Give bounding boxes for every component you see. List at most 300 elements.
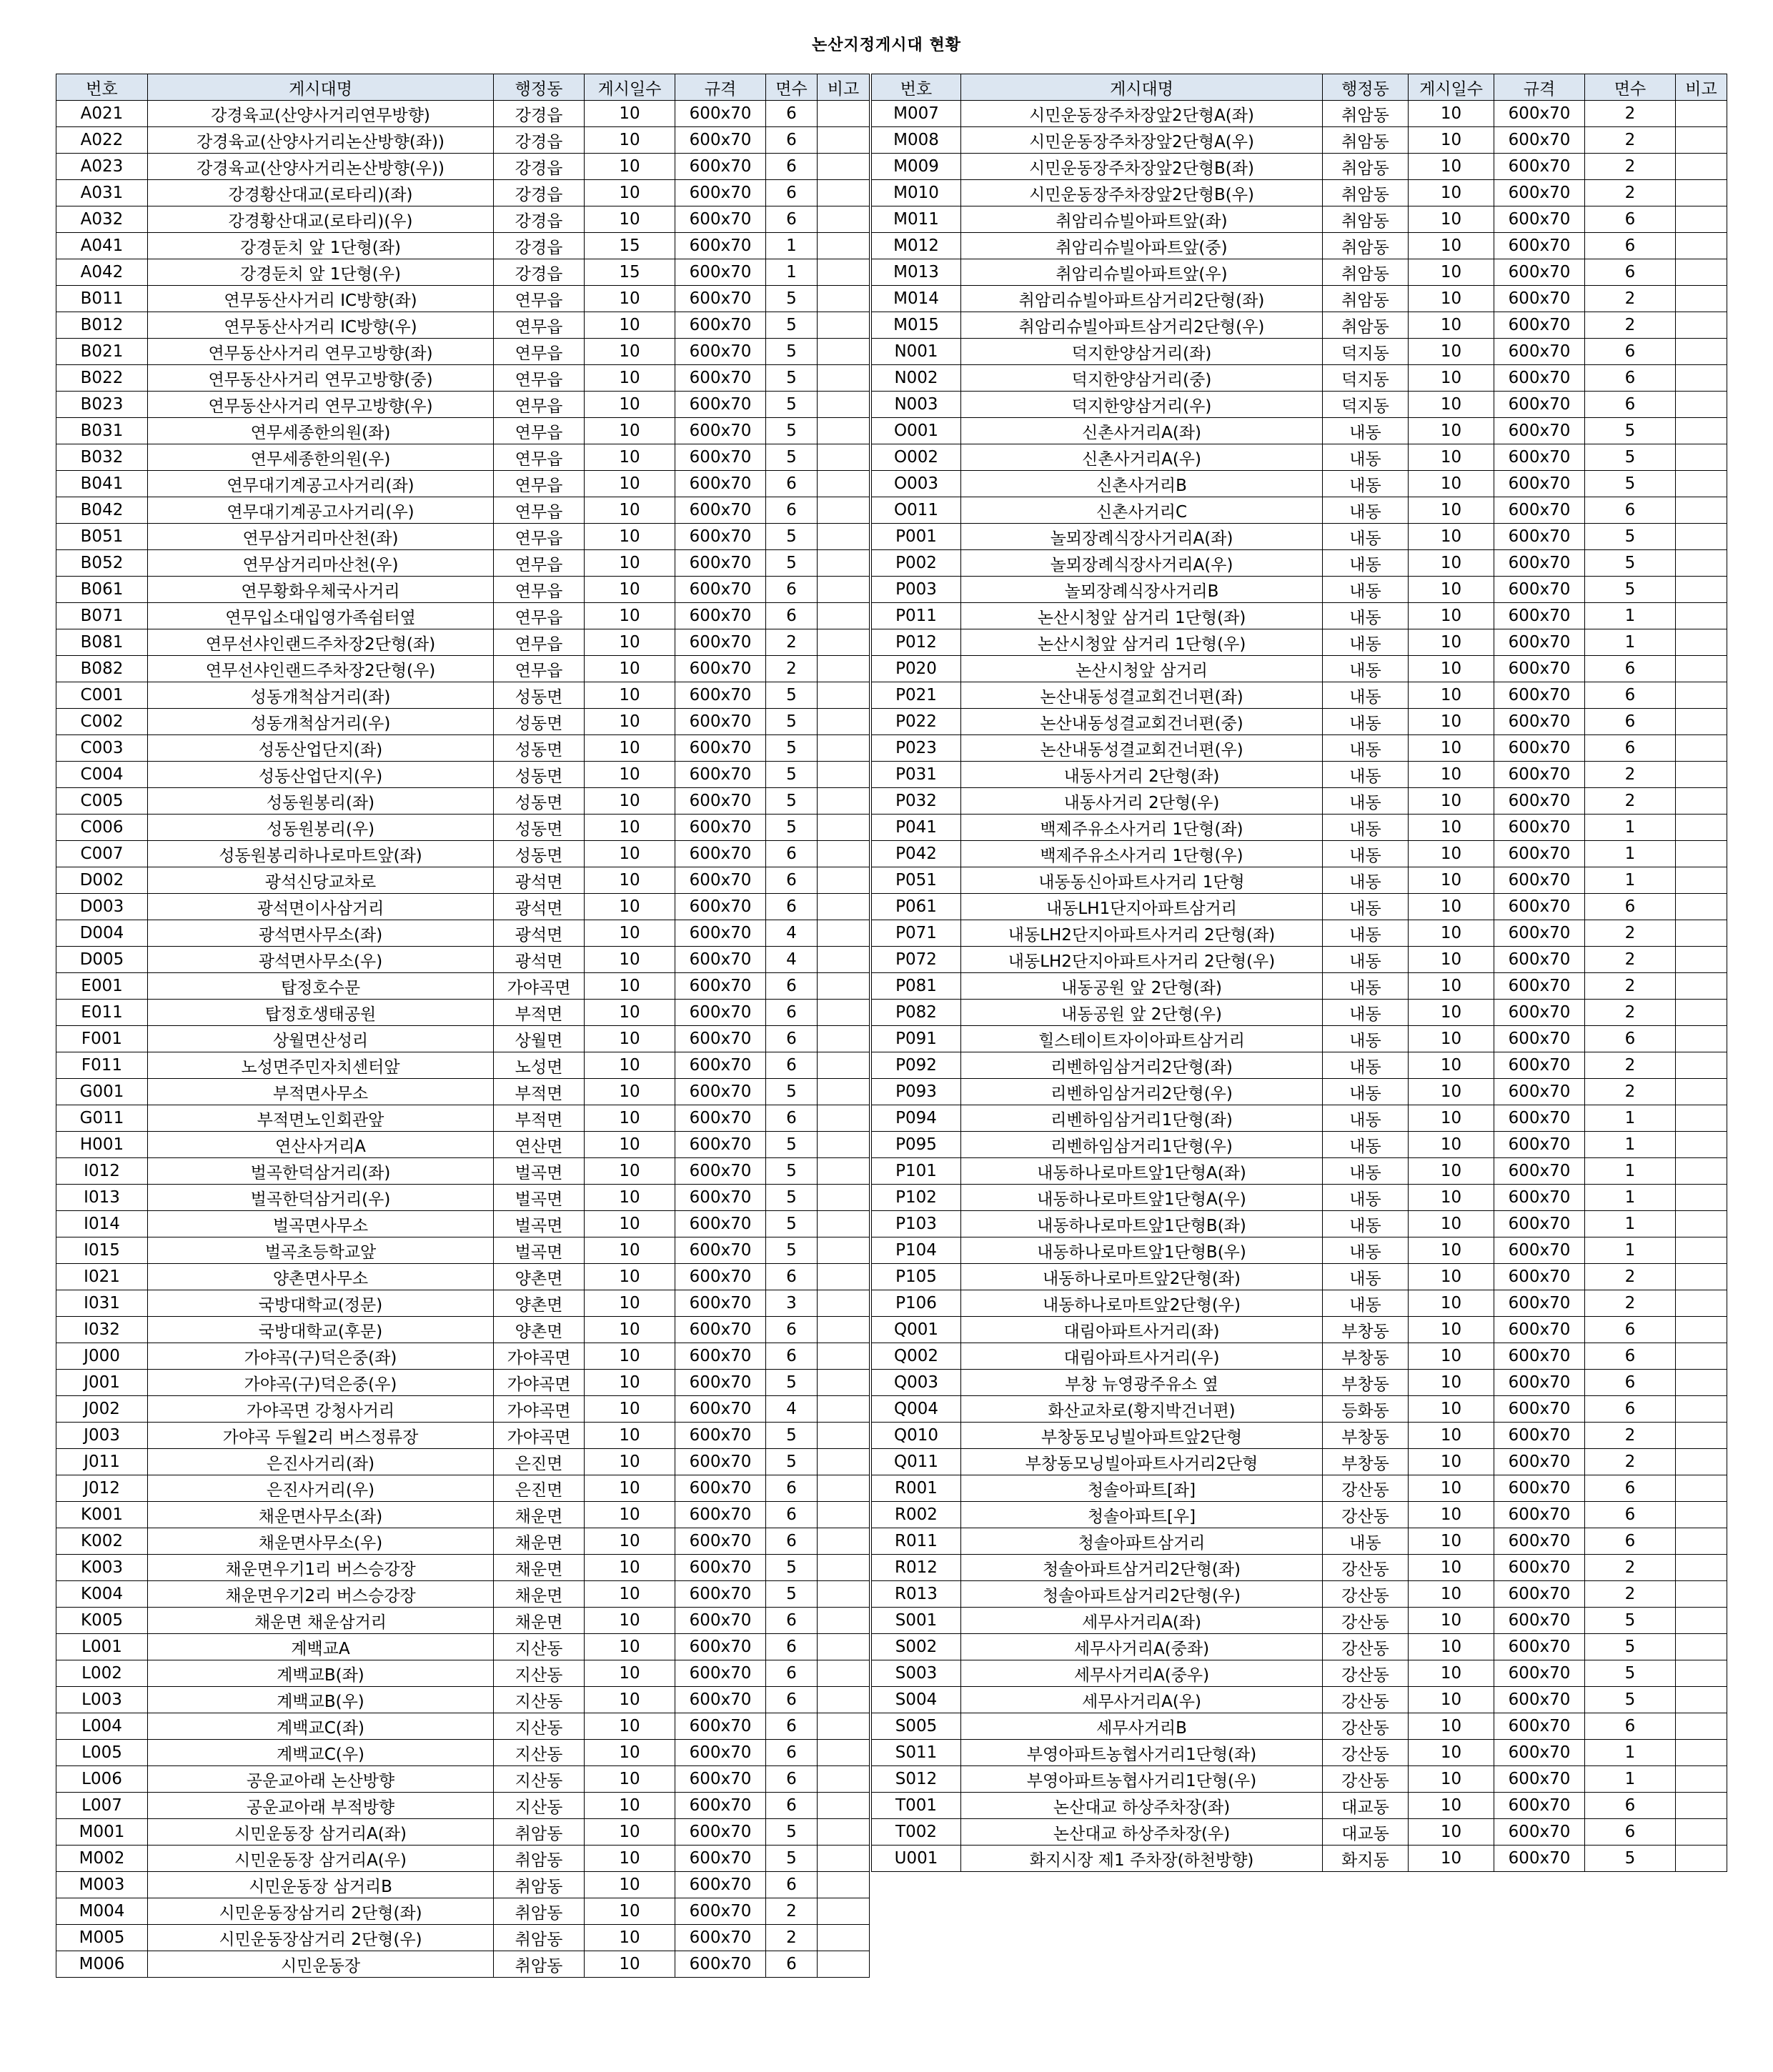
cell-district: 취암동 [494,1951,585,1978]
cell-number: M001 [56,1819,148,1846]
cell-days: 15 [585,233,675,259]
cell-name: 연무대기계공고사거리(좌) [148,471,494,497]
cell-days: 10 [585,1290,675,1317]
cell-faces: 4 [766,947,818,973]
cell-size: 600x70 [1494,524,1585,550]
col-header-days: 게시일수 [585,74,675,101]
cell-name: 광석면사무소(좌) [148,920,494,947]
cell-size: 600x70 [675,127,766,154]
cell-days: 10 [585,973,675,1000]
cell-number: M015 [872,312,961,339]
table-header-row [56,74,870,101]
table-row [872,1052,1727,1079]
cell-name: 취암리슈빌아파트삼거리2단형(좌) [961,286,1323,312]
cell-size: 600x70 [1494,233,1585,259]
cell-remarks [818,973,870,1000]
cell-faces: 5 [766,1449,818,1475]
cell-size: 600x70 [675,1608,766,1634]
cell-district: 지산동 [494,1687,585,1713]
cell-name: 탑정호수문 [148,973,494,1000]
cell-faces: 5 [766,286,818,312]
cell-district: 지산동 [494,1713,585,1740]
cell-days: 10 [585,127,675,154]
table-row [56,947,870,973]
cell-days: 10 [1409,815,1494,841]
cell-remarks [1676,656,1727,682]
cell-days: 10 [1409,1132,1494,1158]
cell-size: 600x70 [1494,550,1585,577]
table-row [872,1237,1727,1264]
table-row [56,233,870,259]
cell-size: 600x70 [675,1079,766,1105]
cell-remarks [1676,867,1727,894]
table-row [872,603,1727,629]
cell-name: 놀뫼장례식장사거리A(좌) [961,524,1323,550]
cell-remarks [1676,682,1727,709]
cell-number: P092 [872,1052,961,1079]
cell-days: 10 [1409,1079,1494,1105]
cell-name: 연무삼거리마산천(우) [148,550,494,577]
cell-remarks [818,1185,870,1211]
table-row [872,1819,1727,1846]
cell-remarks [818,154,870,180]
cell-size: 600x70 [1494,1846,1585,1872]
cell-name: 논산내동성결교회건너편(좌) [961,682,1323,709]
cell-district: 연무읍 [494,497,585,524]
cell-days: 10 [585,365,675,392]
cell-days: 10 [1409,629,1494,656]
table-row [56,1528,870,1555]
cell-district: 내동 [1323,471,1409,497]
cell-faces: 5 [766,550,818,577]
cell-number: R013 [872,1581,961,1608]
cell-district: 취암동 [1323,206,1409,233]
cell-name: 연산사거리A [148,1132,494,1158]
cell-district: 강경읍 [494,233,585,259]
cell-number: S002 [872,1634,961,1660]
cell-district: 내동 [1323,550,1409,577]
cell-name: 벌곡한덕삼거리(좌) [148,1158,494,1185]
cell-faces: 1 [1585,1766,1676,1793]
cell-size: 600x70 [1494,629,1585,656]
cell-number: M014 [872,286,961,312]
cell-remarks [818,1343,870,1370]
cell-name: 가야곡면 강청사거리 [148,1396,494,1423]
cell-size: 600x70 [1494,815,1585,841]
cell-size: 600x70 [1494,656,1585,682]
cell-number: L006 [56,1766,148,1793]
cell-faces: 5 [1585,1608,1676,1634]
cell-number: M007 [872,101,961,127]
cell-size: 600x70 [1494,127,1585,154]
cell-name: 논산시청앞 삼거리 1단형(좌) [961,603,1323,629]
cell-district: 지산동 [494,1766,585,1793]
cell-faces: 5 [766,1079,818,1105]
cell-district: 강산동 [1323,1740,1409,1766]
table-row [872,709,1727,735]
cell-size: 600x70 [675,286,766,312]
cell-number: L002 [56,1660,148,1687]
cell-faces: 6 [1585,894,1676,920]
cell-remarks [1676,339,1727,365]
cell-district: 내동 [1323,1105,1409,1132]
cell-remarks [818,1317,870,1343]
table-row [872,1713,1727,1740]
cell-days: 10 [1409,127,1494,154]
cell-number: G011 [56,1105,148,1132]
cell-faces: 6 [766,1766,818,1793]
cell-name: 리벤하임삼거리1단형(좌) [961,1105,1323,1132]
cell-number: P105 [872,1264,961,1290]
cell-remarks [1676,1740,1727,1766]
cell-remarks [818,1079,870,1105]
cell-number: K004 [56,1581,148,1608]
cell-number: M002 [56,1846,148,1872]
cell-faces: 6 [766,1000,818,1026]
cell-name: 연무동산사거리 연무고방향(좌) [148,339,494,365]
cell-faces: 6 [1585,1713,1676,1740]
cell-number: B012 [56,312,148,339]
cell-number: P002 [872,550,961,577]
cell-name: 신촌사거리C [961,497,1323,524]
cell-days: 10 [1409,550,1494,577]
cell-faces: 6 [1585,1396,1676,1423]
cell-district: 내동 [1323,497,1409,524]
cell-remarks [818,1105,870,1132]
cell-size: 600x70 [675,894,766,920]
cell-size: 600x70 [675,101,766,127]
cell-district: 내동 [1323,418,1409,444]
cell-district: 양촌면 [494,1264,585,1290]
cell-name: 내동사거리 2단형(우) [961,788,1323,815]
cell-number: S004 [872,1687,961,1713]
cell-number: P020 [872,656,961,682]
cell-size: 600x70 [1494,180,1585,206]
cell-district: 취암동 [1323,127,1409,154]
cell-days: 10 [585,1396,675,1423]
cell-size: 600x70 [1494,154,1585,180]
cell-faces: 6 [766,1872,818,1898]
cell-number: G001 [56,1079,148,1105]
cell-days: 10 [1409,867,1494,894]
col-header-faces: 면수 [1585,74,1676,101]
cell-district: 성동면 [494,815,585,841]
cell-faces: 6 [766,894,818,920]
cell-remarks [1676,1211,1727,1237]
cell-days: 10 [1409,206,1494,233]
cell-number: P051 [872,867,961,894]
table-row [56,1343,870,1370]
cell-district: 은진면 [494,1475,585,1502]
cell-number: P042 [872,841,961,867]
cell-faces: 2 [1585,1581,1676,1608]
cell-name: 성동개척삼거리(우) [148,709,494,735]
cell-size: 600x70 [675,1951,766,1978]
cell-district: 취암동 [494,1846,585,1872]
cell-name: 채운면 채운삼거리 [148,1608,494,1634]
cell-number: A041 [56,233,148,259]
cell-name: 논산시청앞 삼거리 1단형(우) [961,629,1323,656]
cell-number: C002 [56,709,148,735]
cell-number: B051 [56,524,148,550]
cell-days: 10 [1409,1396,1494,1423]
cell-name: 시민운동장주차장앞2단형B(우) [961,180,1323,206]
cell-number: O011 [872,497,961,524]
cell-remarks [818,735,870,762]
cell-remarks [818,1819,870,1846]
table-row [56,392,870,418]
cell-size: 600x70 [675,524,766,550]
cell-size: 600x70 [675,1449,766,1475]
cell-size: 600x70 [1494,1000,1585,1026]
cell-faces: 6 [1585,1343,1676,1370]
cell-name: 강경황산대교(로타리)(우) [148,206,494,233]
cell-number: B021 [56,339,148,365]
table-row [56,1079,870,1105]
cell-days: 10 [1409,1026,1494,1052]
cell-name: 강경둔치 앞 1단형(우) [148,259,494,286]
cell-faces: 5 [766,1581,818,1608]
cell-faces: 5 [1585,444,1676,471]
cell-number: A022 [56,127,148,154]
cell-district: 덕지동 [1323,339,1409,365]
cell-number: I021 [56,1264,148,1290]
cell-days: 10 [1409,735,1494,762]
cell-remarks [1676,1237,1727,1264]
cell-number: N002 [872,365,961,392]
table-row [56,1449,870,1475]
cell-district: 내동 [1323,1158,1409,1185]
table-row [56,1211,870,1237]
cell-size: 600x70 [675,1502,766,1528]
cell-remarks [818,392,870,418]
cell-days: 10 [585,682,675,709]
cell-remarks [1676,497,1727,524]
cell-district: 성동면 [494,682,585,709]
cell-name: 계백교B(우) [148,1687,494,1713]
table-row [872,656,1727,682]
cell-size: 600x70 [1494,1132,1585,1158]
cell-days: 10 [585,1528,675,1555]
table-row [56,524,870,550]
cell-size: 600x70 [675,656,766,682]
table-row [872,735,1727,762]
cell-district: 연무읍 [494,603,585,629]
cell-size: 600x70 [1494,920,1585,947]
cell-faces: 6 [766,1026,818,1052]
table-row [872,101,1727,127]
cell-name: 내동하나로마트앞1단형A(우) [961,1185,1323,1211]
cell-name: 청솔아파트삼거리2단형(좌) [961,1555,1323,1581]
cell-days: 10 [585,920,675,947]
cell-remarks [818,629,870,656]
cell-district: 내동 [1323,629,1409,656]
cell-name: 놀뫼장례식장사거리A(우) [961,550,1323,577]
cell-number: S011 [872,1740,961,1766]
cell-remarks [1676,1370,1727,1396]
billboard-table-left [56,74,870,1978]
cell-days: 10 [585,1264,675,1290]
cell-faces: 5 [766,1423,818,1449]
table-row [872,471,1727,497]
cell-faces: 6 [1585,1370,1676,1396]
cell-days: 10 [1409,1608,1494,1634]
cell-district: 채운면 [494,1528,585,1555]
cell-size: 600x70 [675,1423,766,1449]
cell-size: 600x70 [675,867,766,894]
cell-faces: 6 [766,973,818,1000]
cell-days: 10 [1409,762,1494,788]
cell-district: 강경읍 [494,154,585,180]
cell-remarks [1676,1026,1727,1052]
cell-name: 청솔아파트삼거리 [961,1528,1323,1555]
cell-faces: 5 [766,444,818,471]
table-row [872,392,1727,418]
cell-district: 강산동 [1323,1713,1409,1740]
cell-faces: 6 [766,1713,818,1740]
cell-days: 10 [585,154,675,180]
table-row [56,603,870,629]
table-row [872,1846,1727,1872]
cell-size: 600x70 [1494,1158,1585,1185]
table-row [56,867,870,894]
cell-number: A021 [56,101,148,127]
table-row [872,1317,1727,1343]
cell-size: 600x70 [675,233,766,259]
cell-name: 세무사거리A(중좌) [961,1634,1323,1660]
cell-faces: 5 [1585,418,1676,444]
cell-district: 등화동 [1323,1396,1409,1423]
cell-faces: 2 [1585,154,1676,180]
cell-name: 대림아파트사거리(좌) [961,1317,1323,1343]
cell-number: A023 [56,154,148,180]
cell-name: 내동하나로마트앞2단형(좌) [961,1264,1323,1290]
cell-size: 600x70 [675,1132,766,1158]
table-row [872,312,1727,339]
cell-number: C001 [56,682,148,709]
cell-district: 내동 [1323,920,1409,947]
cell-days: 10 [1409,365,1494,392]
table-row [872,1000,1727,1026]
cell-district: 연무읍 [494,418,585,444]
cell-number: P091 [872,1026,961,1052]
cell-faces: 5 [766,1370,818,1396]
cell-number: B023 [56,392,148,418]
cell-remarks [1676,735,1727,762]
cell-remarks [818,1528,870,1555]
cell-district: 은진면 [494,1449,585,1475]
cell-number: P032 [872,788,961,815]
cell-name: 채운면우기1리 버스승강장 [148,1555,494,1581]
cell-remarks [818,1555,870,1581]
cell-name: 세무사거리A(우) [961,1687,1323,1713]
cell-district: 내동 [1323,735,1409,762]
cell-number: P106 [872,1290,961,1317]
cell-remarks [1676,233,1727,259]
cell-faces: 5 [766,709,818,735]
cell-name: 백제주유소사거리 1단형(우) [961,841,1323,867]
cell-size: 600x70 [1494,1264,1585,1290]
cell-district: 강산동 [1323,1766,1409,1793]
cell-remarks [818,1634,870,1660]
cell-name: 시민운동장 [148,1951,494,1978]
cell-size: 600x70 [1494,894,1585,920]
table-body-right [872,101,1727,1872]
cell-district: 채운면 [494,1555,585,1581]
cell-size: 600x70 [675,312,766,339]
cell-days: 10 [1409,524,1494,550]
table-body-left [56,101,870,1978]
cell-remarks [1676,471,1727,497]
cell-size: 600x70 [675,206,766,233]
cell-days: 10 [585,471,675,497]
cell-size: 600x70 [675,1634,766,1660]
cell-district: 내동 [1323,841,1409,867]
table-row [872,1079,1727,1105]
cell-remarks [818,1925,870,1951]
table-row [872,1608,1727,1634]
cell-number: R001 [872,1475,961,1502]
cell-remarks [818,1846,870,1872]
cell-remarks [1676,894,1727,920]
cell-district: 취암동 [1323,180,1409,206]
table-row [56,339,870,365]
cell-remarks [1676,127,1727,154]
cell-faces: 6 [766,1951,818,1978]
cell-name: 공운교아래 논산방향 [148,1766,494,1793]
table-row [56,286,870,312]
cell-district: 취암동 [1323,233,1409,259]
cell-size: 600x70 [675,1290,766,1317]
cell-faces: 1 [766,233,818,259]
cell-remarks [1676,1449,1727,1475]
cell-number: A042 [56,259,148,286]
cell-district: 취암동 [1323,312,1409,339]
table-row [56,894,870,920]
cell-name: 강경육교(산양사거리논산방향(좌)) [148,127,494,154]
cell-faces: 5 [766,1555,818,1581]
cell-days: 10 [585,1872,675,1898]
cell-faces: 5 [1585,1846,1676,1872]
cell-name: 내동하나로마트앞1단형B(우) [961,1237,1323,1264]
table-row [56,1872,870,1898]
cell-remarks [818,1898,870,1925]
cell-size: 600x70 [1494,1475,1585,1502]
cell-name: 신촌사거리A(우) [961,444,1323,471]
cell-size: 600x70 [1494,788,1585,815]
cell-name: 양촌면사무소 [148,1264,494,1290]
cell-days: 10 [1409,1449,1494,1475]
cell-name: 청솔아파트삼거리2단형(우) [961,1581,1323,1608]
cell-district: 연무읍 [494,365,585,392]
cell-size: 600x70 [1494,101,1585,127]
cell-name: 내동LH2단지아파트사거리 2단형(우) [961,947,1323,973]
cell-name: 채운면사무소(우) [148,1528,494,1555]
cell-days: 10 [1409,497,1494,524]
cell-name: 성동산업단지(우) [148,762,494,788]
cell-district: 취암동 [494,1872,585,1898]
cell-faces: 2 [1585,1449,1676,1475]
cell-district: 내동 [1323,1079,1409,1105]
cell-days: 10 [1409,947,1494,973]
cell-size: 600x70 [1494,682,1585,709]
cell-remarks [818,947,870,973]
cell-days: 10 [1409,444,1494,471]
cell-district: 강산동 [1323,1555,1409,1581]
cell-number: C004 [56,762,148,788]
cell-size: 600x70 [675,973,766,1000]
cell-district: 강산동 [1323,1634,1409,1660]
